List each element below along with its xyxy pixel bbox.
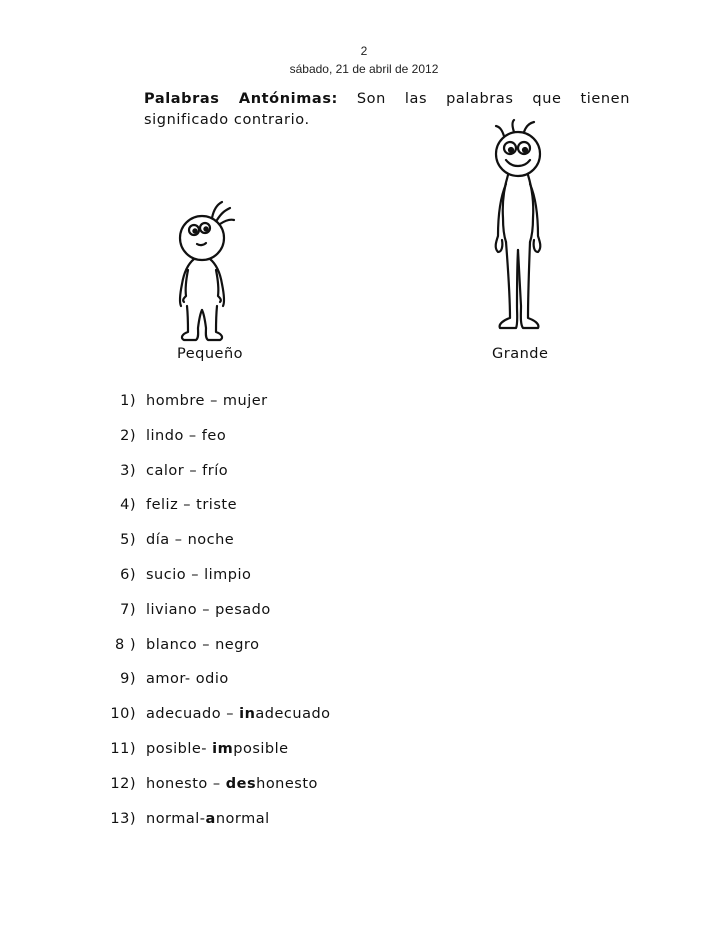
list-item: [0, 741, 728, 765]
list-item-number: 1): [120, 393, 136, 409]
list-item: [0, 428, 728, 452]
word-part: honesto: [256, 775, 318, 792]
list-item-text: [146, 671, 229, 687]
prefix-highlight: des: [225, 775, 257, 792]
definition-term: Palabras Antónimas:: [144, 91, 338, 107]
word-part: blanco – negro: [146, 636, 260, 653]
list-item-text: [146, 637, 259, 653]
list-item-number: 12): [110, 775, 136, 792]
word-part: posible: [233, 741, 289, 757]
prefix-highlight: a: [205, 810, 216, 827]
small-figure-label: Pequeño: [177, 346, 244, 362]
list-item-text: [146, 811, 270, 827]
list-item: [0, 706, 728, 730]
list-item-text: [146, 463, 228, 479]
small-figure-illustration: [160, 198, 250, 350]
list-item: [0, 776, 728, 800]
list-item-text: [146, 428, 226, 444]
prefix-highlight: in: [239, 706, 256, 723]
list-item-number: 10): [110, 706, 136, 723]
word-part: honesto –: [146, 775, 226, 792]
word-part: amor- odio: [146, 671, 229, 688]
list-item-number: 11): [110, 741, 136, 757]
word-part: posible-: [146, 741, 213, 757]
list-item: [0, 393, 728, 417]
word-part: sucio – limpio: [146, 567, 252, 583]
list-item: [0, 602, 728, 626]
list-item-text: [146, 567, 251, 583]
prefix-highlight: im: [212, 741, 234, 757]
list-item-number: 13): [110, 810, 136, 827]
list-item-text: [146, 776, 318, 792]
list-item-text: [146, 602, 271, 618]
word-part: normal: [215, 810, 270, 827]
list-item-number: 6): [120, 567, 136, 583]
list-item-text: [146, 497, 237, 513]
list-item: [0, 637, 728, 661]
tall-figure-label: Grande: [492, 346, 549, 362]
list-item-text: [146, 706, 331, 722]
list-item: [0, 497, 728, 521]
word-part: hombre – mujer: [146, 393, 268, 409]
list-item: [0, 567, 728, 591]
tall-figure-illustration: [470, 118, 560, 344]
word-part: lindo – feo: [146, 427, 227, 444]
list-item-number: 4): [120, 497, 136, 514]
word-part: adecuado: [255, 706, 331, 723]
list-item-text: [146, 532, 234, 548]
list-item: [0, 463, 728, 487]
definition-text: Son las palabras que tienen significado contrario.: [144, 91, 630, 128]
word-part: adecuado –: [146, 706, 240, 723]
list-item-text: [146, 393, 268, 409]
word-part: liviano – pesado: [146, 601, 271, 618]
list-item-number: 7): [120, 601, 136, 618]
word-part: día – noche: [146, 532, 235, 549]
list-item-number: 8 ): [115, 636, 136, 653]
list-item: [0, 811, 728, 835]
list-item-number: 2): [120, 427, 136, 444]
word-part: feliz – triste: [146, 497, 237, 514]
list-item-number: 5): [120, 532, 136, 549]
list-item-number: 9): [120, 671, 136, 688]
page-number: 2: [360, 44, 368, 58]
list-item-number: 3): [120, 462, 136, 479]
word-part: normal-: [146, 810, 206, 827]
list-item: [0, 532, 728, 556]
list-item-text: [146, 741, 289, 757]
word-part: calor – frío: [146, 462, 229, 479]
list-item: [0, 671, 728, 695]
page-date: sábado, 21 de abril de 2012: [289, 62, 439, 76]
